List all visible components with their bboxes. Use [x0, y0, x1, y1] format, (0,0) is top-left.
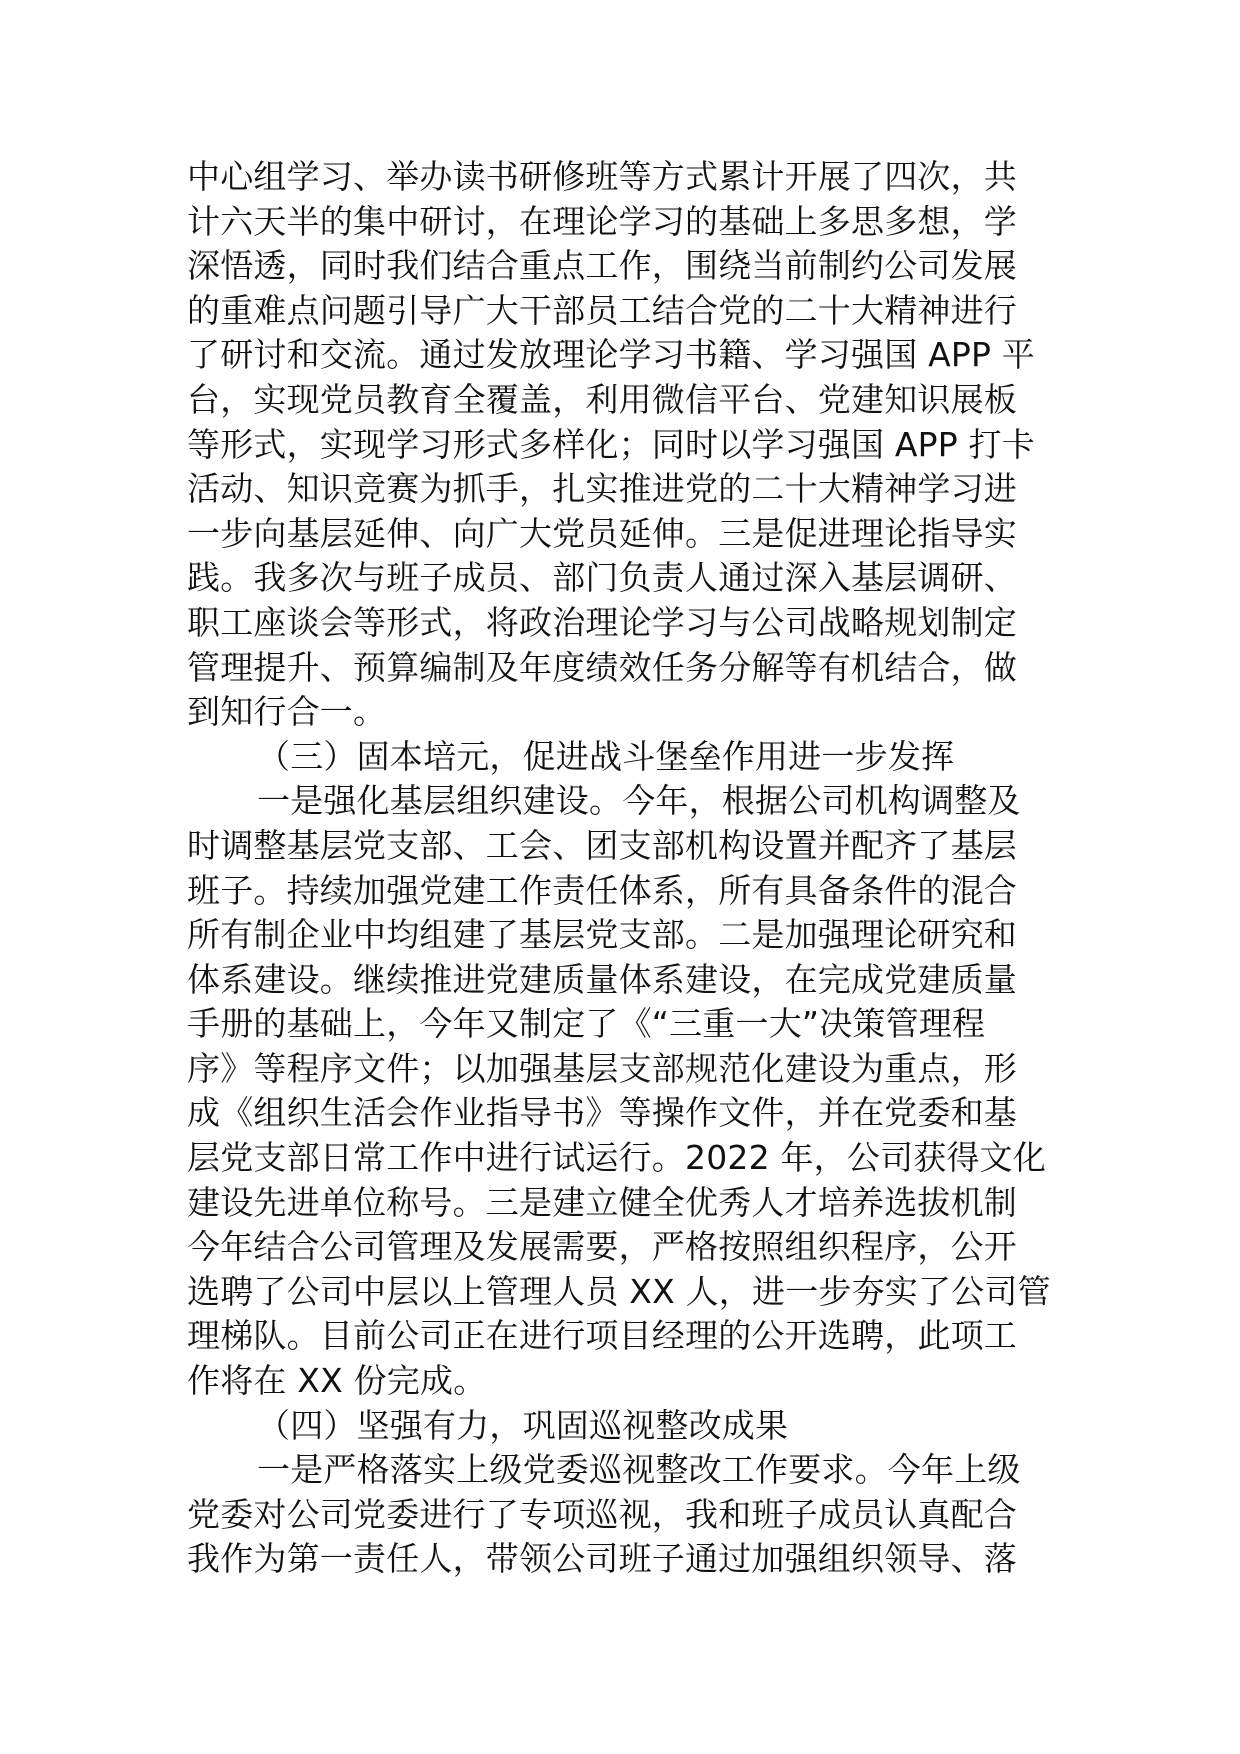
text-line: 我作为第一责任人，带领公司班子通过加强组织领导、落: [187, 1539, 1017, 1579]
text-line: 计六天半的集中研讨，在理论学习的基础上多思多想，学: [187, 201, 1017, 241]
text-line: 台，实现党员教育全覆盖，利用微信平台、党建知识展板: [187, 379, 1017, 419]
text-line: 今年结合公司管理及发展需要，严格按照组织程序，公开: [187, 1227, 1017, 1267]
text-line: 作将在 XX 份完成。: [187, 1361, 487, 1401]
text-line: 成《组织生活会作业指导书》等操作文件，并在党委和基: [187, 1093, 1017, 1133]
paragraph-first-line: 一是强化基层组织建设。今年，根据公司机构调整及: [257, 781, 1021, 821]
text-line: 活动、知识竞赛为抓手，扎实推进党的二十大精神学习进: [187, 469, 1017, 509]
text-line: 中心组学习、举办读书研修班等方式累计开展了四次，共: [187, 157, 1017, 196]
text-line: 深悟透，同时我们结合重点工作，围绕当前制约公司发展: [187, 246, 1017, 286]
text-line: 等形式，实现学习形式多样化；同时以学习强国 APP 打卡: [187, 424, 1035, 464]
section-heading: （三）固本培元，促进战斗堡垒作用进一步发挥: [257, 736, 955, 776]
document-body: [187, 155, 1055, 1582]
text-line: 践。我多次与班子成员、部门负责人通过深入基层调研、: [187, 558, 1017, 598]
text-line: 序》等程序文件；以加强基层支部规范化建设为重点，形: [187, 1048, 1017, 1088]
section-heading: （四）坚强有力，巩固巡视整改成果: [257, 1405, 789, 1445]
text-line: 理梯队。目前公司正在进行项目经理的公开选聘，此项工: [187, 1316, 1017, 1356]
text-line: 党委对公司党委进行了专项巡视，我和班子成员认真配合: [187, 1494, 1017, 1534]
text-line: 的重难点问题引导广大干部员工结合党的二十大精神进行: [187, 290, 1017, 330]
text-line: 所有制企业中均组建了基层党支部。二是加强理论研究和: [187, 915, 1017, 955]
text-line: 选聘了公司中层以上管理人员 XX 人，进一步夯实了公司管: [187, 1271, 1051, 1311]
text-line: 建设先进单位称号。三是建立健全优秀人才培养选拔机制: [187, 1182, 1017, 1222]
text-line: 班子。持续加强党建工作责任体系，所有具备条件的混合: [187, 870, 1017, 910]
text-line: 层党支部日常工作中进行试运行。2022 年，公司获得文化: [187, 1138, 1047, 1178]
text-line: 了研讨和交流。通过发放理论学习书籍、学习强国 APP 平: [187, 335, 1035, 375]
text-line: 手册的基础上，今年又制定了《“三重一大”决策管理程: [187, 1004, 986, 1044]
text-line: 管理提升、预算编制及年度绩效任务分解等有机结合，做: [187, 647, 1017, 687]
text-line: 到知行合一。: [187, 692, 387, 732]
text-line: 体系建设。继续推进党建质量体系建设，在完成党建质量: [187, 959, 1017, 999]
text-line: 一步向基层延伸、向广大党员延伸。三是促进理论指导实: [187, 513, 1017, 553]
text-line: 时调整基层党支部、工会、团支部机构设置并配齐了基层: [187, 825, 1017, 865]
paragraph-first-line: 一是严格落实上级党委巡视整改工作要求。今年上级: [257, 1450, 1021, 1490]
text-line: 职工座谈会等形式，将政治理论学习与公司战略规划制定: [187, 602, 1017, 642]
